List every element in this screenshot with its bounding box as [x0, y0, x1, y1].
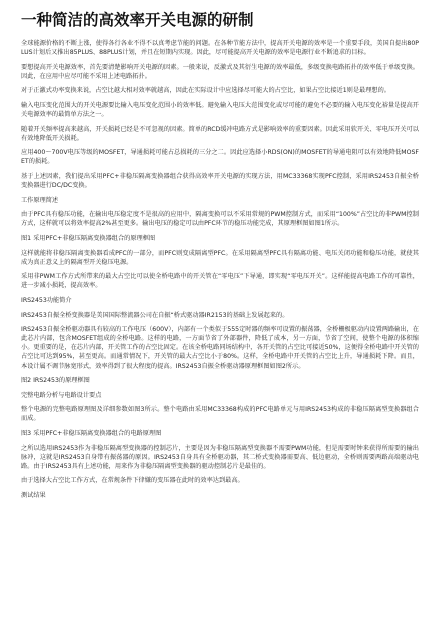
paragraph: 基于上述因素，我们提出采用PFC+非稳压隔离变换器组合获得高效率开关电源的实现方法，用MC33368实现PFC控制，采用IRS2453自振全桥变换器进行DC/DC变换。 [21, 173, 419, 190]
section-heading: 完整电路分析与电路设计要点 [21, 391, 102, 399]
section-heading: 图1 采用PFC+非稳压隔离变换器组合的原理框图 [21, 235, 156, 242]
section-heading: IRS2453功能简介 [21, 296, 72, 304]
paragraph: 这样就能将非稳压隔离变换器看成PFC的一部分，而PFC则变成隔离型PFC。在采用隔离型PFC具有隔离功能、电压关闭功能和稳压功能，就使其成为真正意义上的隔离型开关稳压电源。 [21, 249, 419, 266]
paragraph: 全球能源价格的不断上涨，使得各行各业不得不以真考虑节能的问题。在各种节能方法中，提高开关电源的效率是一个重要手段，美国自提出80PLUS计划后又推出85PLUS、88PLUS计划，并且在短期内实现。因此，尽可能提高开关电源的效率是电源行业不断追求的目标。 [21, 40, 419, 57]
paragraph: 之所以选用IRS2453作为非稳压隔离型变换器的控制芯片，主要是因为非稳压隔离型变换器不需要PWM功能，但是需要时钟来获得所需要的输出脉冲，这就是IRS2453自身带有振荡器的原因。IRS2453自身具有全桥驱动器，其二桥式变换器需要高、低边驱动，全桥则需要两路高端驱动电路。由于IRS2453具有上述功能，用来作为非稳压隔离型变换器的驱动控制芯片是最佳的。 [21, 444, 419, 470]
paragraph: 对于正激式功率变换来说，占空比越大相对效率就越高，因此在实际设计中应选择尽可能大的占空比，如果占空比接近1则是最理想的。 [21, 87, 390, 95]
paragraph: 整个电源的完整电路原理图及详细参数如图3所示。整个电路由采用MC33368构成的PFC电路单元与用IRS2453构成的非稳压隔离型变换器组合而成。 [21, 406, 419, 423]
paragraph: 由于PFC具有稳压功能，在输出电压稳定度不是很高的应用中，隔离变换可以不采用常规的PWM控制方式，而采用“100%”占空比的非PWM控制方式，这样就可以将效率提高2%甚至更多。输出电压的稳定可以由PFC环节的稳压功能完成，其原理框图如图1所示。 [21, 211, 419, 228]
section-heading: 图3 采用PFC+非稳压隔离变换器组合的电路原理图 [21, 430, 162, 437]
paragraph: 应用400～700V电压等级的MOSFET，导通损耗可能占总损耗的三分之二。因此应选择小RDS(ON)的MOSFET的导通电阻可以有效地降低MOSFET的损耗。 [21, 149, 419, 166]
document-body [21, 39, 419, 500]
paragraph: 采用非PWM工作方式所带来的最大占空比可以使全桥电路中的开关管在“零电压”下导通，即实现“零电压开关”。这样能提高电路工作的可靠性，进一步减小损耗，提高效率。 [21, 273, 419, 290]
section-heading: 图2 IRS2453的原理框图 [21, 377, 90, 385]
paragraph: 输入电压变化范围大的开关电源要比输入电压变化范围小的效率低。避免输入电压大范围变化或尽可能的避免不必要的输入电压变化裕量是提高开关电源效率的最简单方法之一。 [21, 101, 419, 119]
paragraph: IRS2453自振全桥变换器是美国国际整流器公司在自振“桥式驱动器IR2153的基础上发展起来的。 [21, 311, 289, 319]
section-heading: 测试结果 [21, 491, 46, 499]
section-heading: 工作原理简述 [21, 196, 59, 204]
paragraph: 由于选择大占空比工作方式，在常规条件下律嫌的变压器在此时的效率达到最高。 [21, 477, 244, 485]
paragraph: 要想提高开关电源效率，首先要清楚影响开关电源的因素。一般来说，反激式及其衍生电源的效率最低，多级变换电路拓扑的效率低于单级变换。因此，在应用中应尽可能不采用上述电路拓扑。 [21, 63, 419, 80]
paragraph: 随着开关频率提高来越高，开关损耗已经是不可忽视的因素。简单的RCD缓冲电路方式是影响效率的重要因素。因此采用软开关、零电压开关可以有效地降低开关损耗。 [21, 125, 419, 142]
paragraph: IRS2453自振全桥驱动器具有较高的工作电压（600V），内部有一个类似于555定时器的频率可设置的振荡器，全桥栅极驱动内设置两路输出，在此芯片内部，包含MOSFET组成的全桥电路。这样的电路，一方面节省了外部器件，降低了成本，另一方面，节省了空间，使整个电源的体积缩小。更重要的是，在芯片内部，开关管工作的占空比固定。在该全桥电路同场结构中，各开关管的占空比可接近50%，这便得全桥电路中开关管的占空比可达到95%，甚至更高。而通常情况下，开关管的最大占空比小于80%。这样，全桥电路中开关管的占空比上升，导通损耗下降。而且，本设计属不调节脉宽形式，效率得到了很大程度的提高。IRS2453自振全桥驱动器原理框图如图2所示。 [21, 326, 419, 370]
document-title: 一种简洁的高效率开关电源的研制 [21, 11, 254, 29]
